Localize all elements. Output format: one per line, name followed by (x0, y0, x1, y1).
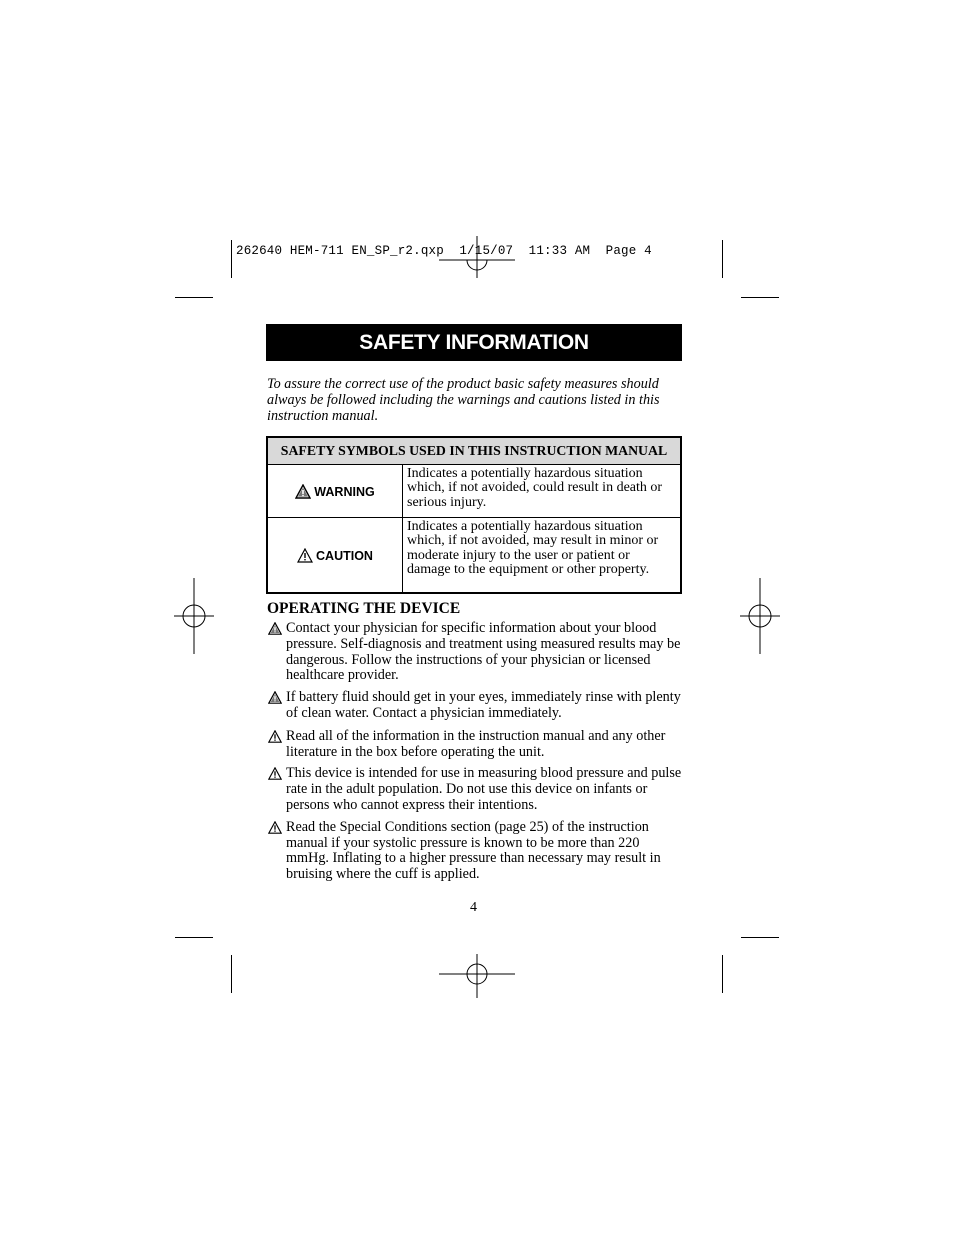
intro-paragraph: To assure the correct use of the product basic safety measures should always be followed including the warnings and cautions listed in this instruction manual. (267, 376, 660, 424)
crop-mark (722, 955, 723, 993)
list-item (268, 690, 684, 722)
crop-mark (175, 297, 213, 298)
list-item-text: This device is intended for use in measuring blood pressure and pulse rate in the adult population. Do not use this device on infants or persons who cannot express their intentions. (286, 765, 682, 813)
crop-mark (175, 937, 213, 938)
table-header: SAFETY SYMBOLS USED IN THIS INSTRUCTION MANUAL (267, 437, 681, 465)
warning-triangle-icon (268, 691, 282, 704)
list-item-text: Read the Special Conditions section (page 25) of the instruction manual if your systolic pressure is known to be more than 220 mmHg. Inflating to a higher pressure than necessary may result in bruising where the cuff is applied. (286, 818, 661, 883)
section-title: OPERATING THE DEVICE (267, 600, 461, 617)
list-item (268, 766, 684, 813)
crop-mark (741, 937, 779, 938)
warning-description: Indicates a potentially hazardous situation which, if not avoided, could result in death or serious injury. (403, 465, 682, 518)
crop-mark (722, 240, 723, 278)
caution-triangle-icon (268, 730, 282, 743)
page-title-text: SAFETY INFORMATION (359, 330, 589, 354)
list-item (268, 729, 684, 761)
warning-triangle-icon (295, 484, 311, 499)
crop-mark (741, 297, 779, 298)
registration-mark-icon (722, 578, 798, 654)
crop-mark (231, 955, 232, 993)
list-item-text: Contact your physician for specific information about your blood pressure. Self-diagnosis and treatment using measured results may be dangerous. Follow the instructions of your physician or licensed healthcare provider. (286, 620, 681, 684)
caution-triangle-icon (268, 767, 282, 780)
registration-mark-icon (439, 222, 515, 298)
table-row (267, 465, 681, 518)
registration-mark-icon (156, 578, 232, 654)
list-item-text: Read all of the information in the instruction manual and any other literature in the box before operating the unit. (286, 727, 666, 760)
crop-mark (231, 240, 232, 278)
caution-symbol-cell (267, 518, 403, 594)
print-slug: 262640 HEM-711 EN_SP_r2.qxp 1/15/07 11:33 AM Page 4 (236, 244, 652, 258)
registration-mark-icon (439, 936, 515, 1012)
warning-label: WARNING (314, 484, 375, 499)
caution-triangle-icon (297, 548, 313, 563)
caution-label: CAUTION (316, 548, 373, 563)
list-item (268, 621, 684, 684)
caution-triangle-icon (268, 821, 282, 834)
list-item (268, 820, 684, 883)
operating-list (268, 621, 684, 883)
caution-description: Indicates a potentially hazardous situation which, if not avoided, may result in minor or moderate injury to the user or patient or damage to the equipment or other property. (403, 518, 682, 594)
warning-triangle-icon (268, 622, 282, 635)
list-item-text: If battery fluid should get in your eyes, immediately rinse with plenty of clean water. Contact a physician immediately. (286, 689, 681, 721)
warning-symbol-cell (267, 465, 403, 518)
safety-symbols-table (266, 436, 682, 594)
page-number: 4 (470, 900, 477, 915)
table-row (267, 518, 681, 594)
page-title (266, 324, 682, 361)
